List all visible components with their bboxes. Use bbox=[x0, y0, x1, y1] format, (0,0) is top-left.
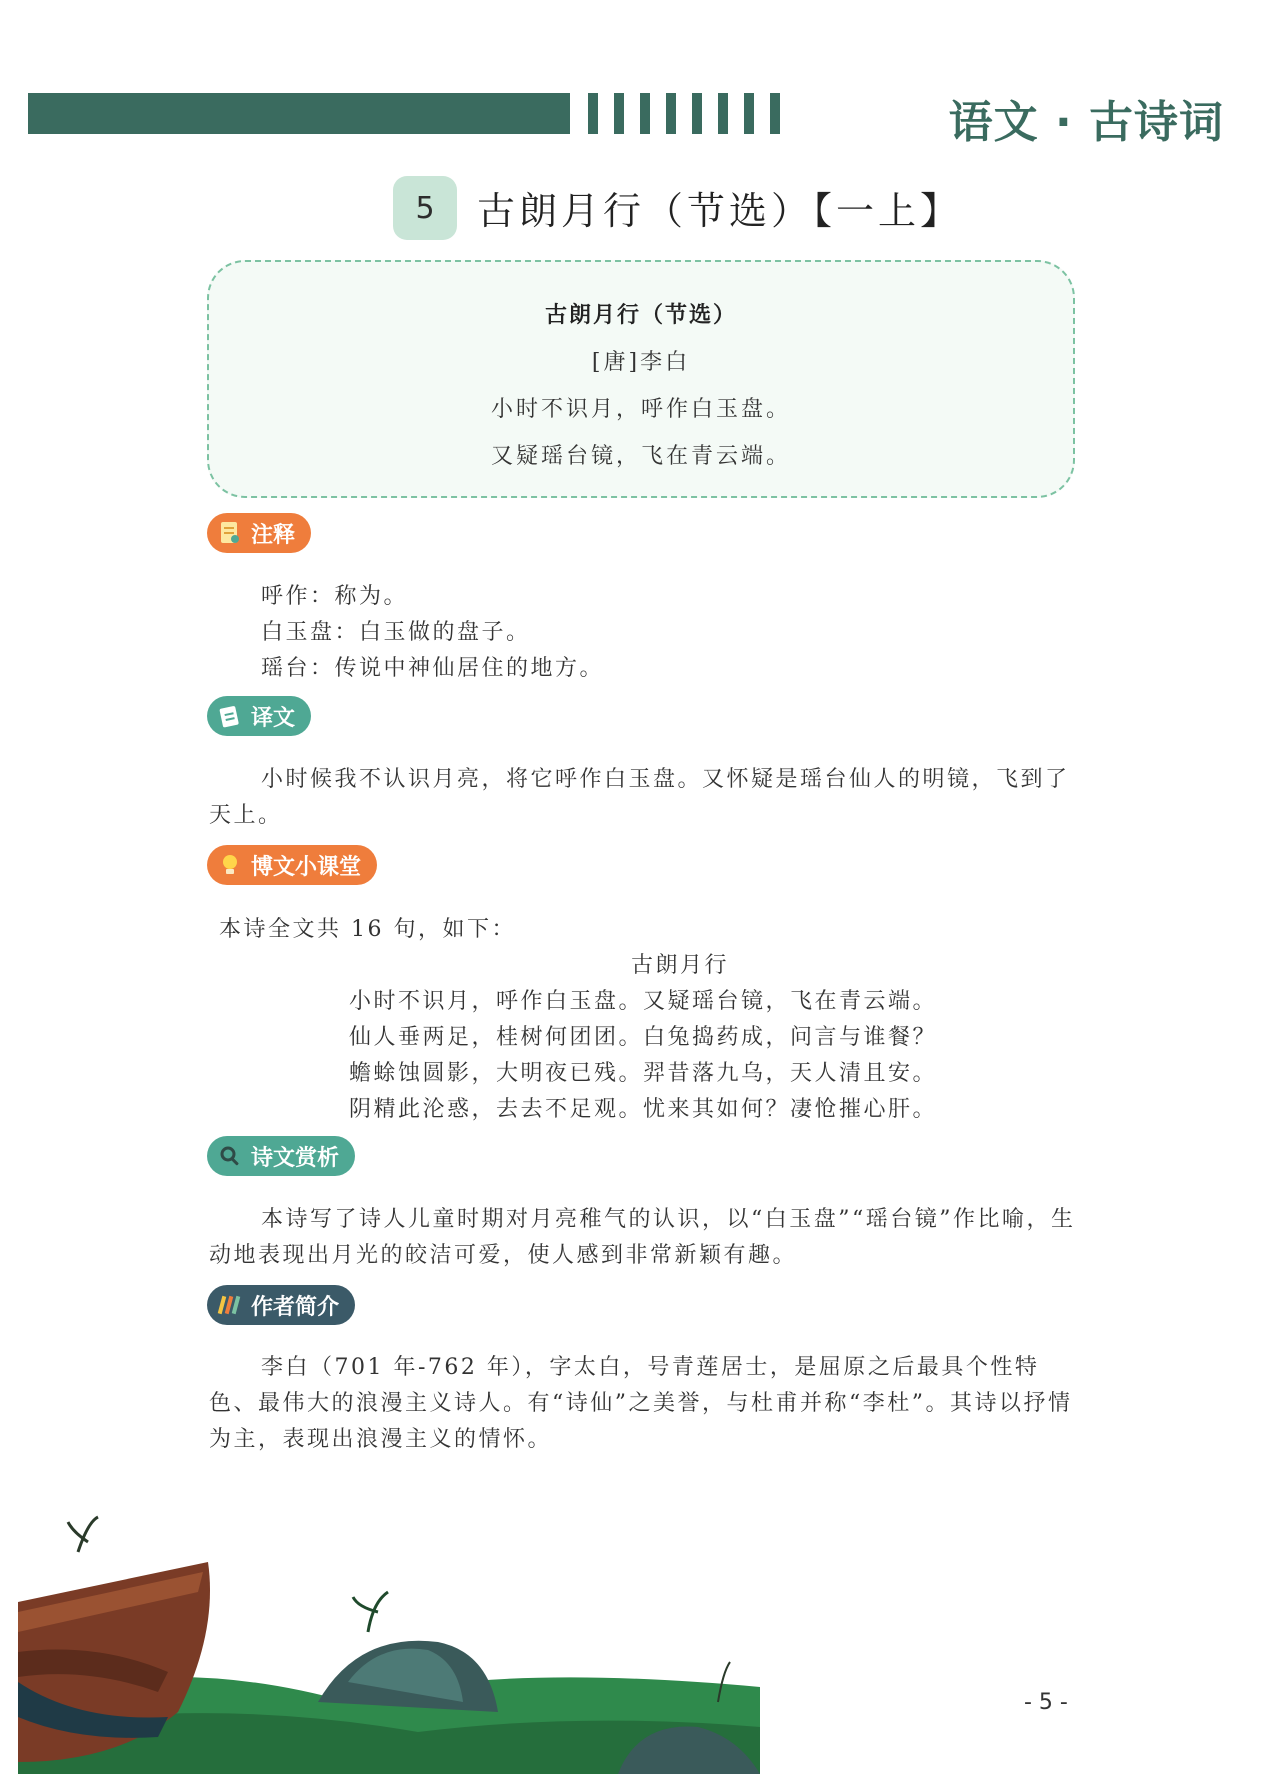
lightbulb-icon bbox=[217, 852, 243, 878]
header-stripes bbox=[588, 93, 780, 134]
section-pill-appreciation: 诗文赏析 bbox=[207, 1136, 355, 1176]
notebook-icon bbox=[217, 703, 243, 729]
author-text: 李白（701 年-762 年），字太白，号青莲居士，是屈原之后最具个性特色、最伟大的浪漫主义诗人。有“诗仙”之美誉，与杜甫并称“李杜”。其诗以抒情为主，表现出浪漫主义的情怀。 bbox=[209, 1355, 1073, 1452]
pencils-icon bbox=[217, 1292, 243, 1318]
poem-box bbox=[207, 260, 1075, 498]
note-item: 瑶台：传说中神仙居住的地方。 bbox=[261, 656, 605, 681]
translation-text: 小时候我不认识月亮，将它呼作白玉盘。又怀疑是瑶台仙人的明镜，飞到了天上。 bbox=[209, 767, 1070, 828]
classroom-intro: 本诗全文共 16 句，如下： bbox=[219, 917, 516, 942]
full-poem-line: 阴精此沦惑，去去不足观。忧来其如何？凄怆摧心肝。 bbox=[349, 1097, 938, 1122]
document-icon bbox=[217, 520, 243, 546]
header-bar bbox=[28, 93, 570, 134]
magnifier-icon bbox=[217, 1143, 243, 1169]
poem-line: 小时不识月，呼作白玉盘。 bbox=[490, 397, 791, 422]
full-poem-line: 仙人垂两足，桂树何团团。白兔捣药成，问言与谁餐？ bbox=[349, 1025, 938, 1050]
poem-title: 古朗月行（节选） bbox=[544, 302, 737, 328]
page-number: - 5 - bbox=[1024, 1690, 1068, 1715]
section-pill-notes: 注释 bbox=[207, 513, 311, 553]
lesson-number-badge: 5 bbox=[393, 176, 457, 240]
poem-line: 又疑瑶台镜，飞在青云端。 bbox=[490, 444, 791, 469]
section-pill-translation: 译文 bbox=[207, 696, 311, 736]
section-pill-classroom: 博文小课堂 bbox=[207, 845, 377, 885]
lesson-title: 古朗月行（节选）【一上】 bbox=[477, 189, 963, 233]
poem-author: [唐]李白 bbox=[591, 350, 691, 375]
appreciation-text: 本诗写了诗人儿童时期对月亮稚气的认识，以“白玉盘”“瑶台镜”作比喻，生动地表现出月光的皎洁可爱，使人感到非常新颖有趣。 bbox=[209, 1207, 1076, 1268]
full-poem-line: 蟾蜍蚀圆影，大明夜已残。羿昔落九乌，天人清且安。 bbox=[349, 1061, 938, 1086]
note-item: 呼作：称为。 bbox=[261, 584, 409, 609]
section-pill-author: 作者简介 bbox=[207, 1285, 355, 1325]
full-poem-title: 古朗月行 bbox=[631, 953, 730, 978]
header-brand: 语文 · 古诗词 bbox=[948, 97, 1224, 148]
boat-scenery-illustration bbox=[18, 1512, 760, 1774]
full-poem-line: 小时不识月，呼作白玉盘。又疑瑶台镜，飞在青云端。 bbox=[349, 989, 938, 1014]
note-item: 白玉盘：白玉做的盘子。 bbox=[261, 620, 531, 645]
